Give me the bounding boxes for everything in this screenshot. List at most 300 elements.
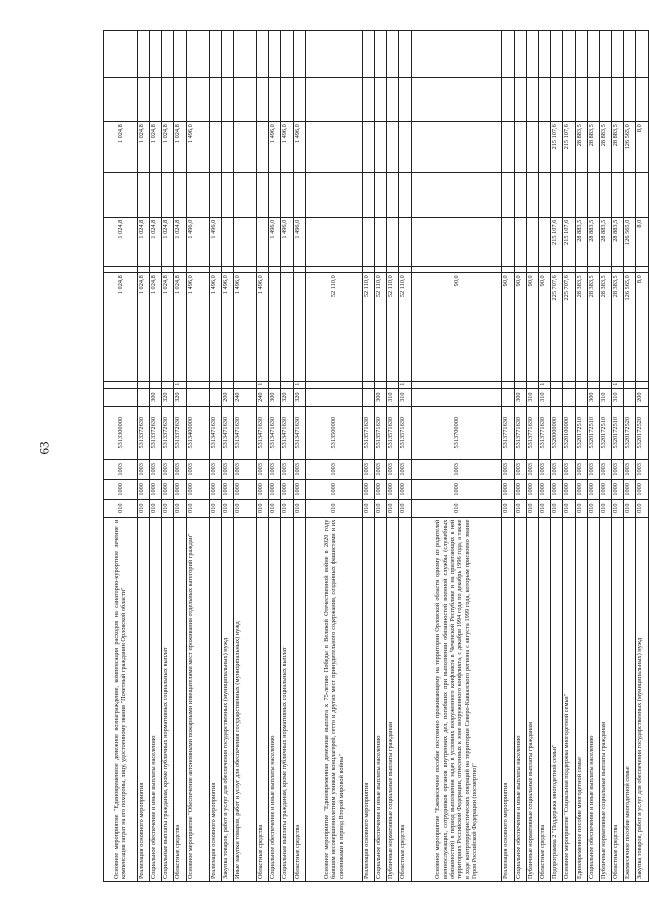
code-source-cell xyxy=(636,382,649,389)
table-row xyxy=(538,31,550,882)
code-target-cell: 5313372630 xyxy=(137,406,149,459)
table-row xyxy=(257,31,269,882)
item-name-cell: Основное мероприятие "Единовременная денежная выплата к 75-летию Победы в Великой Отечественной войне в 2020 году бывшим несовершеннолетним узникам концлагерей, гетто и других мест принудительного содержания, созданных фашистами и их союзниками в период Второй мировой войны" xyxy=(305,517,362,881)
item-name-cell: Областные средства xyxy=(257,517,269,881)
extra-c-cell xyxy=(624,77,636,121)
item-name-cell: Иные закупки товаров, работ и услуг для обеспечения государственных (муниципальных) нужд xyxy=(234,517,257,881)
code-target-cell: 5313571630 xyxy=(399,406,411,459)
extra-d-cell xyxy=(362,31,374,78)
item-name-cell: Основное мероприятие "Ежемесячное пособие постоянно проживающему на территории Орловской области одному из родителей военнослужащих, сотрудников органов внутренних дел, погибших при выполнении обязанностей военной службы (служебных обязанностей) в период выполнения задач в условиях вооруженного конфликта в Чеченской Республике и на прилегающих к ней территориях Российской Федерации, отнесенных к зоне вооруженного конфликта, с декабря 1994 года по декабрь 1996 года, а также в ходе контртеррористических операций на территории Северо-Кавказского региона с августа 1999 года, которым присвоено звание Героя Российской Федерации (посмертно)" xyxy=(411,517,502,881)
table-row xyxy=(137,31,149,882)
item-name-cell: Реализация основного мероприятия xyxy=(209,517,221,881)
code-subsection-cell: 1003 xyxy=(612,459,624,479)
item-name-cell: Реализация основного мероприятия xyxy=(502,517,514,881)
code-section-cell: 1000 xyxy=(209,479,221,499)
code-section-cell: 1000 xyxy=(221,479,233,499)
amount-2022-cell: 1 496,0 xyxy=(269,122,281,173)
code-gr-cell: 010 xyxy=(150,499,162,517)
extra-a-cell xyxy=(538,266,550,273)
code-gr-cell: 010 xyxy=(612,499,624,517)
extra-c-cell xyxy=(162,77,174,121)
amount-2021-cell: 1 024,8 xyxy=(137,217,149,266)
amount-2020-cell xyxy=(281,273,293,382)
amount-2020-cell: 90,0 xyxy=(538,273,550,382)
extra-b-cell xyxy=(209,173,221,217)
amount-2022-cell: 1 496,0 xyxy=(281,122,293,173)
extra-a-cell xyxy=(305,266,362,273)
extra-d-cell xyxy=(538,31,550,78)
extra-a-cell xyxy=(587,266,599,273)
amount-2021-cell: 1 024,8 xyxy=(174,217,186,266)
amount-2022-cell xyxy=(374,122,386,173)
extra-b-cell xyxy=(636,173,649,217)
extra-a-cell xyxy=(221,266,233,273)
code-source-cell xyxy=(624,382,636,389)
extra-a-cell xyxy=(257,266,269,273)
item-name-cell: Социальное обеспечение и иные выплаты населению xyxy=(587,517,599,881)
extra-b-cell xyxy=(362,173,374,217)
extra-a-cell xyxy=(374,266,386,273)
code-subsection-cell: 1003 xyxy=(563,459,575,479)
extra-a-cell xyxy=(150,266,162,273)
extra-c-cell xyxy=(387,77,399,121)
code-target-cell: 5313471630 xyxy=(293,406,305,459)
code-gr-cell: 010 xyxy=(186,499,209,517)
code-source-cell xyxy=(269,382,281,389)
code-subsection-cell: 1003 xyxy=(538,459,550,479)
extra-c-cell xyxy=(257,77,269,121)
extra-c-cell xyxy=(293,77,305,121)
extra-a-cell xyxy=(612,266,624,273)
extra-b-cell xyxy=(587,173,599,217)
extra-c-cell xyxy=(514,77,526,121)
code-expense-cell: 240 xyxy=(257,388,269,406)
table-row xyxy=(362,31,374,882)
table-row xyxy=(563,31,575,882)
extra-c-cell xyxy=(137,77,149,121)
code-target-cell: 5313471630 xyxy=(234,406,257,459)
code-expense-cell: 310 xyxy=(399,388,411,406)
code-source-cell xyxy=(281,382,293,389)
code-section-cell: 1000 xyxy=(399,479,411,499)
code-gr-cell: 010 xyxy=(563,499,575,517)
table-row xyxy=(281,31,293,882)
table-row xyxy=(575,31,587,882)
table-row xyxy=(374,31,386,882)
amount-2020-cell xyxy=(293,273,305,382)
extra-d-cell xyxy=(526,31,538,78)
extra-b-cell xyxy=(305,173,362,217)
amount-2020-cell: 90,0 xyxy=(526,273,538,382)
code-target-cell: 5320172510 xyxy=(599,406,611,459)
table-row xyxy=(411,31,502,882)
item-name-cell: Реализация основного мероприятия xyxy=(362,517,374,881)
item-name-cell: Публичные нормативные социальные выплаты гражданам xyxy=(387,517,399,881)
code-section-cell: 1000 xyxy=(526,479,538,499)
extra-c-cell xyxy=(538,77,550,121)
code-source-cell xyxy=(234,382,257,389)
code-gr-cell: 010 xyxy=(234,499,257,517)
amount-2020-cell: 52 110,0 xyxy=(305,273,362,382)
code-subsection-cell: 1003 xyxy=(502,459,514,479)
code-gr-cell: 010 xyxy=(551,499,563,517)
amount-2021-cell xyxy=(257,217,269,266)
amount-2022-cell: 215 107,6 xyxy=(551,122,563,173)
code-section-cell: 1000 xyxy=(293,479,305,499)
code-target-cell: 5313471630 xyxy=(281,406,293,459)
amount-2021-cell: 28 883,5 xyxy=(587,217,599,266)
code-expense-cell: 310 xyxy=(599,388,611,406)
code-expense-cell: 300 xyxy=(269,388,281,406)
code-target-cell: 5313400000 xyxy=(186,406,209,459)
amount-2021-cell xyxy=(411,217,502,266)
code-target-cell: 5313771630 xyxy=(514,406,526,459)
extra-d-cell xyxy=(587,31,599,78)
code-expense-cell xyxy=(104,388,138,406)
item-name-cell: Публичные нормативные социальные выплаты гражданам xyxy=(526,517,538,881)
code-subsection-cell: 1003 xyxy=(150,459,162,479)
amount-2021-cell xyxy=(538,217,550,266)
code-expense-cell: 200 xyxy=(636,388,649,406)
code-section-cell: 1000 xyxy=(174,479,186,499)
table-row xyxy=(293,31,305,882)
item-name-cell: Социальное обеспечение и иные выплаты населению xyxy=(269,517,281,881)
amount-2021-cell: 1 024,8 xyxy=(162,217,174,266)
code-subsection-cell: 1003 xyxy=(374,459,386,479)
table-row xyxy=(162,31,174,882)
code-subsection-cell: 1003 xyxy=(104,459,138,479)
table-row xyxy=(587,31,599,882)
extra-b-cell xyxy=(150,173,162,217)
amount-2022-cell: 1 496,0 xyxy=(186,122,209,173)
extra-c-cell xyxy=(502,77,514,121)
extra-a-cell xyxy=(575,266,587,273)
code-target-cell: 5320172520 xyxy=(636,406,649,459)
amount-2020-cell: 52 110,0 xyxy=(387,273,399,382)
amount-2021-cell: 28 883,5 xyxy=(575,217,587,266)
item-name-cell: Подпрограмма 2 "Поддержка многодетной семьи" xyxy=(551,517,563,881)
code-section-cell: 1000 xyxy=(150,479,162,499)
extra-a-cell xyxy=(387,266,399,273)
amount-2021-cell xyxy=(374,217,386,266)
code-expense-cell: 240 xyxy=(234,388,257,406)
amount-2021-cell xyxy=(502,217,514,266)
extra-b-cell xyxy=(137,173,149,217)
amount-2021-cell: 1 496,0 xyxy=(269,217,281,266)
code-expense-cell: 300 xyxy=(587,388,599,406)
code-gr-cell: 010 xyxy=(209,499,221,517)
extra-c-cell xyxy=(305,77,362,121)
extra-b-cell xyxy=(221,173,233,217)
amount-2022-cell xyxy=(305,122,362,173)
extra-c-cell xyxy=(281,77,293,121)
extra-b-cell xyxy=(514,173,526,217)
code-source-cell xyxy=(186,382,209,389)
code-subsection-cell: 1003 xyxy=(186,459,209,479)
code-subsection-cell: 1003 xyxy=(551,459,563,479)
extra-c-cell xyxy=(150,77,162,121)
code-source-cell xyxy=(209,382,221,389)
code-subsection-cell: 1003 xyxy=(269,459,281,479)
table-row xyxy=(551,31,563,882)
code-target-cell: 5320172510 xyxy=(612,406,624,459)
table-row xyxy=(186,31,209,882)
amount-2020-cell: 52 110,0 xyxy=(399,273,411,382)
code-source-cell: 1 xyxy=(174,382,186,389)
code-section-cell: 1000 xyxy=(387,479,399,499)
amount-2022-cell xyxy=(526,122,538,173)
code-subsection-cell: 1003 xyxy=(293,459,305,479)
extra-c-cell xyxy=(575,77,587,121)
code-target-cell: 5313771630 xyxy=(502,406,514,459)
extra-d-cell xyxy=(186,31,209,78)
table-row xyxy=(387,31,399,882)
amount-2022-cell xyxy=(387,122,399,173)
item-name-cell: Основное мероприятие "Единовременное денежное вознаграждение, компенсация расходов на санаторно-курортное лечение и компенсация затрат на его похороны, лицу, удостоенному звания "Почетный гражданин Орловской области" xyxy=(104,517,138,881)
code-target-cell: 5313471630 xyxy=(257,406,269,459)
amount-2022-cell xyxy=(502,122,514,173)
item-name-cell: Социальные выплаты гражданам, кроме публичных нормативных социальных выплат xyxy=(281,517,293,881)
code-subsection-cell: 1003 xyxy=(526,459,538,479)
table-row xyxy=(234,31,257,882)
amount-2021-cell xyxy=(526,217,538,266)
code-expense-cell: 310 xyxy=(538,388,550,406)
amount-2021-cell: 8,0 xyxy=(636,217,649,266)
code-gr-cell: 010 xyxy=(281,499,293,517)
code-gr-cell: 010 xyxy=(587,499,599,517)
code-source-cell xyxy=(587,382,599,389)
code-subsection-cell: 1003 xyxy=(305,459,362,479)
code-gr-cell: 010 xyxy=(174,499,186,517)
amount-2020-cell: 1 496,0 xyxy=(186,273,209,382)
extra-d-cell xyxy=(387,31,399,78)
code-gr-cell: 010 xyxy=(538,499,550,517)
code-target-cell: 5313500000 xyxy=(305,406,362,459)
extra-b-cell xyxy=(502,173,514,217)
extra-a-cell xyxy=(362,266,374,273)
amount-2020-cell: 1 496,0 xyxy=(234,273,257,382)
extra-c-cell xyxy=(221,77,233,121)
code-target-cell: 5313771630 xyxy=(538,406,550,459)
amount-2022-cell: 126 565,0 xyxy=(624,122,636,173)
code-gr-cell: 010 xyxy=(269,499,281,517)
amount-2021-cell: 1 024,8 xyxy=(104,217,138,266)
extra-b-cell xyxy=(269,173,281,217)
code-section-cell: 1000 xyxy=(234,479,257,499)
extra-c-cell xyxy=(526,77,538,121)
code-expense-cell: 320 xyxy=(174,388,186,406)
rotated-page xyxy=(103,30,649,882)
extra-c-cell xyxy=(599,77,611,121)
code-expense-cell: 310 xyxy=(612,388,624,406)
item-name-cell: Областные средства xyxy=(612,517,624,881)
item-name-cell: Областные средства xyxy=(174,517,186,881)
code-subsection-cell: 1003 xyxy=(387,459,399,479)
extra-d-cell xyxy=(281,31,293,78)
extra-a-cell xyxy=(399,266,411,273)
amount-2022-cell xyxy=(209,122,221,173)
code-section-cell: 1000 xyxy=(186,479,209,499)
amount-2020-cell: 28 383,5 xyxy=(575,273,587,382)
code-subsection-cell: 1003 xyxy=(174,459,186,479)
extra-c-cell xyxy=(587,77,599,121)
extra-b-cell xyxy=(599,173,611,217)
code-subsection-cell: 1003 xyxy=(399,459,411,479)
code-section-cell: 1000 xyxy=(362,479,374,499)
amount-2022-cell xyxy=(399,122,411,173)
code-subsection-cell: 1003 xyxy=(281,459,293,479)
extra-b-cell xyxy=(162,173,174,217)
code-subsection-cell: 1003 xyxy=(599,459,611,479)
code-subsection-cell: 1003 xyxy=(221,459,233,479)
extra-d-cell xyxy=(162,31,174,78)
code-gr-cell: 010 xyxy=(624,499,636,517)
code-gr-cell: 010 xyxy=(411,499,502,517)
table-row xyxy=(636,31,649,882)
amount-2022-cell: 1 024,8 xyxy=(150,122,162,173)
extra-d-cell xyxy=(234,31,257,78)
amount-2020-cell: 8,0 xyxy=(636,273,649,382)
extra-d-cell xyxy=(269,31,281,78)
code-expense-cell xyxy=(362,388,374,406)
code-section-cell: 1000 xyxy=(374,479,386,499)
extra-a-cell xyxy=(514,266,526,273)
amount-2021-cell: 1 496,0 xyxy=(281,217,293,266)
code-section-cell: 1000 xyxy=(612,479,624,499)
code-source-cell: 1 xyxy=(538,382,550,389)
amount-2020-cell: 1 024,8 xyxy=(174,273,186,382)
code-section-cell: 1000 xyxy=(137,479,149,499)
code-gr-cell: 010 xyxy=(104,499,138,517)
code-expense-cell: 320 xyxy=(281,388,293,406)
code-section-cell: 1000 xyxy=(104,479,138,499)
code-subsection-cell: 1003 xyxy=(362,459,374,479)
code-expense-cell xyxy=(209,388,221,406)
amount-2020-cell: 1 024,8 xyxy=(150,273,162,382)
code-target-cell: 5313372630 xyxy=(162,406,174,459)
extra-b-cell xyxy=(104,173,138,217)
extra-a-cell xyxy=(293,266,305,273)
extra-d-cell xyxy=(104,31,138,78)
extra-a-cell xyxy=(502,266,514,273)
amount-2020-cell: 28 383,5 xyxy=(599,273,611,382)
extra-b-cell xyxy=(257,173,269,217)
extra-c-cell xyxy=(636,77,649,121)
code-gr-cell: 010 xyxy=(514,499,526,517)
code-expense-cell xyxy=(624,388,636,406)
amount-2022-cell xyxy=(234,122,257,173)
code-source-cell xyxy=(563,382,575,389)
code-section-cell: 1000 xyxy=(269,479,281,499)
table-row xyxy=(150,31,162,882)
item-name-cell: Публичные нормативные социальные выплаты гражданам xyxy=(599,517,611,881)
code-expense-cell xyxy=(186,388,209,406)
code-section-cell: 1000 xyxy=(281,479,293,499)
extra-d-cell xyxy=(257,31,269,78)
extra-b-cell xyxy=(551,173,563,217)
item-name-cell: Закупка товаров, работ и услуг для обеспечения государственных (муниципальных) нужд xyxy=(636,517,649,881)
extra-b-cell xyxy=(281,173,293,217)
code-source-cell xyxy=(526,382,538,389)
amount-2021-cell: 126 565,0 xyxy=(624,217,636,266)
code-section-cell: 1000 xyxy=(575,479,587,499)
table-row xyxy=(612,31,624,882)
code-gr-cell: 010 xyxy=(293,499,305,517)
extra-b-cell xyxy=(526,173,538,217)
code-source-cell xyxy=(374,382,386,389)
item-name-cell: Областные средства xyxy=(538,517,550,881)
amount-2021-cell: 28 883,5 xyxy=(599,217,611,266)
code-target-cell: 5313571630 xyxy=(362,406,374,459)
code-expense-cell xyxy=(502,388,514,406)
code-expense-cell: 300 xyxy=(514,388,526,406)
table-row xyxy=(399,31,411,882)
code-expense-cell: 320 xyxy=(162,388,174,406)
code-source-cell xyxy=(362,382,374,389)
code-expense-cell: 300 xyxy=(150,388,162,406)
extra-a-cell xyxy=(551,266,563,273)
extra-d-cell xyxy=(374,31,386,78)
amount-2020-cell: 28 383,5 xyxy=(612,273,624,382)
extra-b-cell xyxy=(624,173,636,217)
code-target-cell: 5313571630 xyxy=(374,406,386,459)
extra-a-cell xyxy=(162,266,174,273)
page-number: 63 xyxy=(36,441,52,455)
table-row xyxy=(104,31,138,882)
extra-a-cell xyxy=(234,266,257,273)
code-gr-cell: 010 xyxy=(387,499,399,517)
extra-b-cell xyxy=(186,173,209,217)
code-target-cell: 5313300000 xyxy=(104,406,138,459)
amount-2022-cell xyxy=(257,122,269,173)
extra-b-cell xyxy=(575,173,587,217)
extra-d-cell xyxy=(221,31,233,78)
extra-d-cell xyxy=(624,31,636,78)
item-name-cell: Социальное обеспечение и иные выплаты населению xyxy=(150,517,162,881)
code-target-cell: 5320172520 xyxy=(624,406,636,459)
code-subsection-cell: 1003 xyxy=(624,459,636,479)
amount-2022-cell xyxy=(221,122,233,173)
code-expense-cell: 310 xyxy=(526,388,538,406)
amount-2020-cell: 90,0 xyxy=(502,273,514,382)
amount-2022-cell xyxy=(411,122,502,173)
code-expense-cell: 310 xyxy=(387,388,399,406)
amount-2021-cell xyxy=(234,217,257,266)
code-source-cell xyxy=(305,382,362,389)
table-body xyxy=(104,31,649,882)
code-section-cell: 1000 xyxy=(305,479,362,499)
amount-2022-cell: 1 024,8 xyxy=(174,122,186,173)
code-subsection-cell: 1003 xyxy=(162,459,174,479)
code-expense-cell xyxy=(551,388,563,406)
extra-b-cell xyxy=(174,173,186,217)
item-name-cell: Реализация основного мероприятия xyxy=(137,517,149,881)
code-subsection-cell: 1003 xyxy=(209,459,221,479)
code-source-cell xyxy=(599,382,611,389)
amount-2021-cell: 1 496,0 xyxy=(209,217,221,266)
amount-2021-cell: 215 107,6 xyxy=(551,217,563,266)
code-source-cell xyxy=(162,382,174,389)
item-name-cell: Областные средства xyxy=(399,517,411,881)
amount-2021-cell xyxy=(362,217,374,266)
code-gr-cell: 010 xyxy=(305,499,362,517)
extra-d-cell xyxy=(399,31,411,78)
amount-2022-cell: 28 883,5 xyxy=(599,122,611,173)
extra-b-cell xyxy=(293,173,305,217)
table-row xyxy=(209,31,221,882)
table-row xyxy=(526,31,538,882)
extra-c-cell xyxy=(234,77,257,121)
